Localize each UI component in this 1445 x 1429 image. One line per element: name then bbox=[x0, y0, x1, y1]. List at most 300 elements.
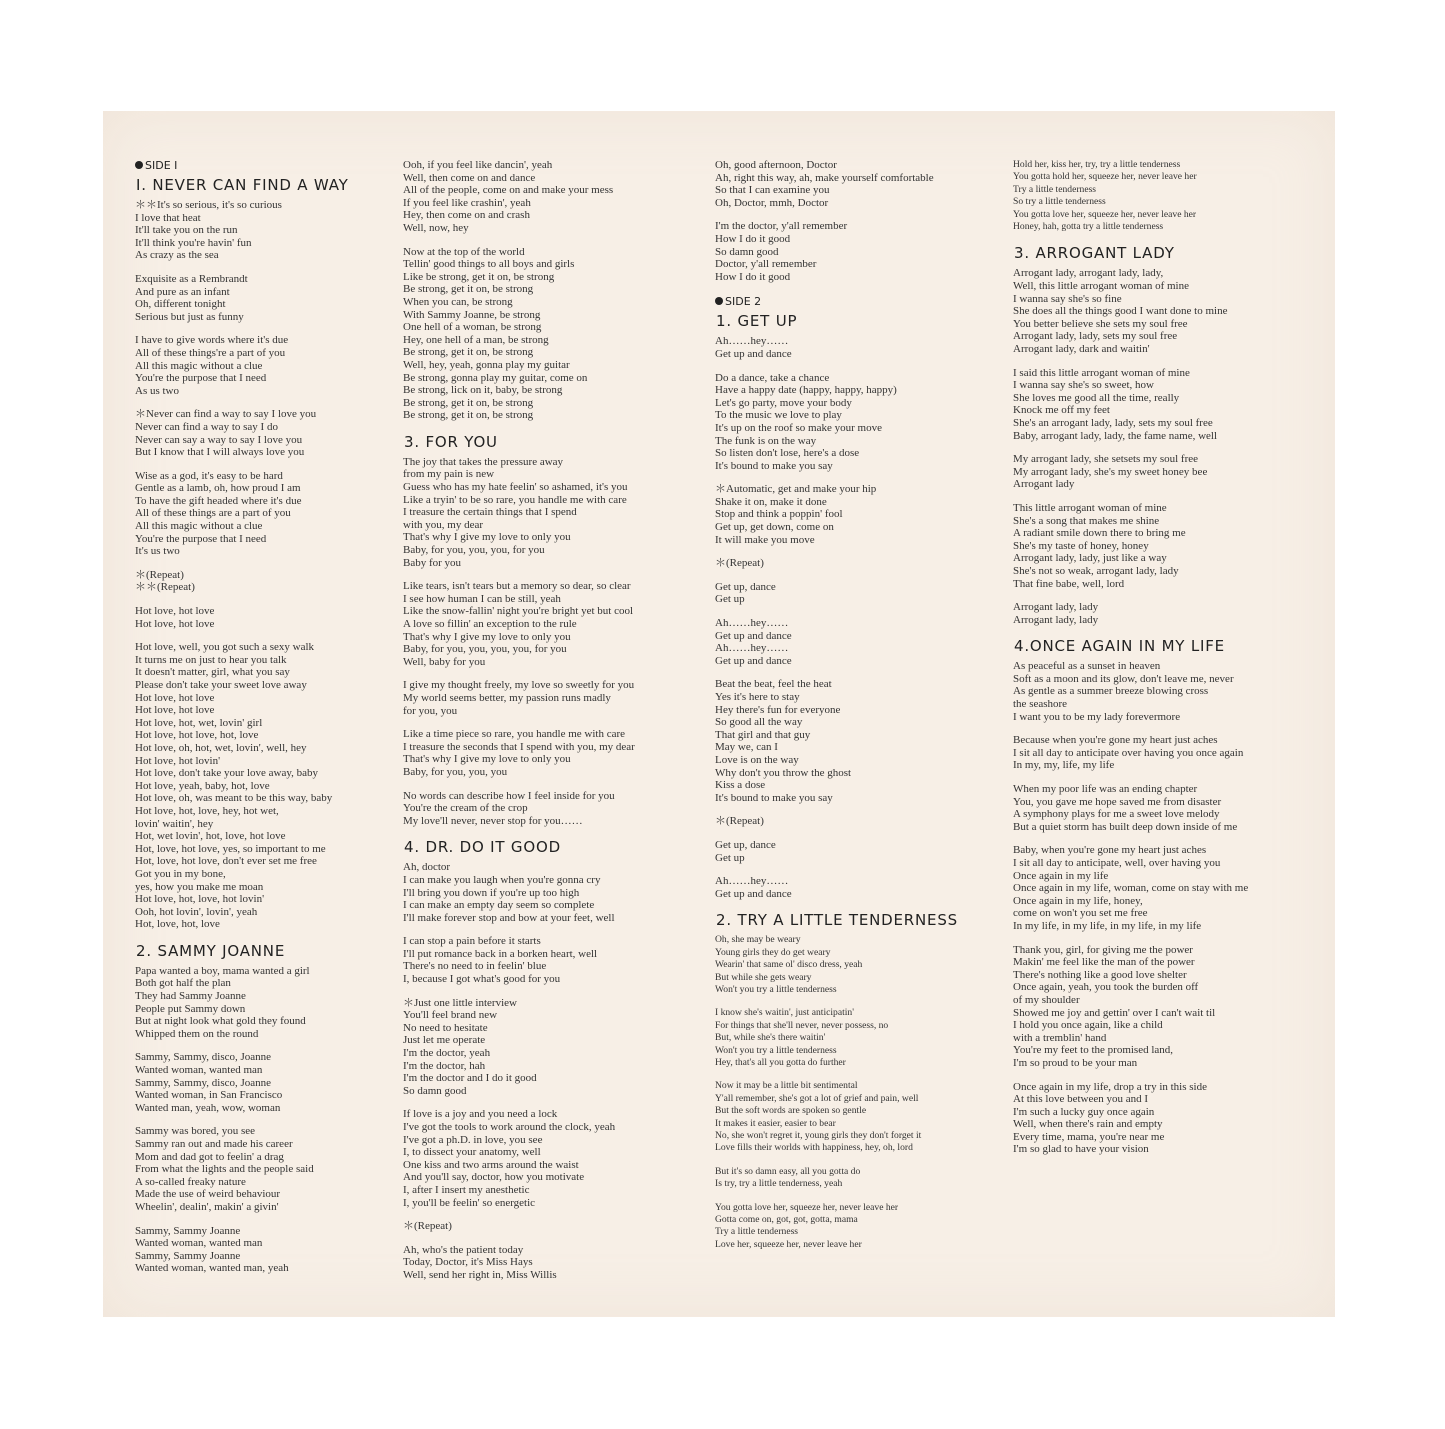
lyric-line: Sammy, Sammy Joanne bbox=[135, 1224, 241, 1237]
lyric-line: You'll feel brand new bbox=[403, 1009, 498, 1022]
lyric-line: Like be strong, get it on, be strong bbox=[403, 270, 555, 283]
lyric-stanza bbox=[1013, 783, 1323, 833]
lyric-line: with a tremblin' hand bbox=[1013, 1031, 1107, 1044]
song-block bbox=[1013, 244, 1323, 626]
lyric-line: Hot love, hot love bbox=[135, 691, 215, 704]
lyric-line: Arrogant lady, lady bbox=[1013, 613, 1099, 626]
lyric-stanza bbox=[715, 1080, 1015, 1154]
lyric-stanza bbox=[1013, 660, 1323, 723]
lyric-line: Hey there's fun for everyone bbox=[715, 703, 841, 716]
lyric-line: When my poor life was an ending chapter bbox=[1013, 783, 1198, 796]
lyric-line: It turns me on just to hear you talk bbox=[135, 653, 287, 666]
lyric-line: When you can, be strong bbox=[403, 295, 513, 308]
lyric-line: Arrogant lady, lady, just like a way bbox=[1013, 552, 1167, 565]
lyric-line: Love fills their worlds with happiness, hey, oh, lord bbox=[715, 1142, 913, 1154]
lyric-line: People put Sammy down bbox=[135, 1002, 246, 1015]
lyric-line: So damn good bbox=[715, 245, 779, 258]
lyric-line: Have a happy date (happy, happy, happy) bbox=[715, 384, 897, 397]
bullet-icon bbox=[135, 161, 143, 169]
lyric-line: come on won't you set me free bbox=[1013, 907, 1148, 920]
lyric-line: I can stop a pain before it starts bbox=[403, 935, 541, 948]
lyric-stanza bbox=[403, 861, 713, 924]
lyric-line: Like the snow-fallin' night you're bright yet but cool bbox=[403, 605, 634, 618]
lyric-line: If you feel like crashin', yeah bbox=[403, 196, 531, 209]
lyric-line: Doctor, y'all remember bbox=[715, 258, 817, 271]
lyric-line: Ah……hey…… bbox=[715, 335, 789, 348]
lyric-line: The funk is on the way bbox=[715, 434, 817, 447]
lyric-line: Showed me joy and gettin' over I can't wait til bbox=[1013, 1006, 1216, 1019]
lyric-line: Sammy, Sammy, disco, Joanne bbox=[135, 1076, 272, 1089]
lyric-line: You're the cream of the crop bbox=[403, 802, 528, 815]
song-title: 2. SAMMY JOANNE bbox=[136, 941, 286, 960]
lyric-line: I want you to be my lady forevermore bbox=[1013, 710, 1181, 723]
lyric-line: I can make you laugh when you're gonna cry bbox=[403, 873, 601, 886]
lyric-line: That fine babe, well, lord bbox=[1013, 577, 1125, 590]
lyric-line: Hot love, hot love bbox=[135, 704, 215, 717]
lyric-line: Hot, love, hot love, don't ever set me free bbox=[135, 855, 317, 868]
lyric-line: I wanna say she's so fine bbox=[1013, 292, 1122, 305]
lyric-line: You're the purpose that I need bbox=[135, 372, 267, 385]
lyric-line: I said this little arrogant woman of mine bbox=[1013, 366, 1190, 379]
lyric-line: Well, hey, yeah, gonna play my guitar bbox=[403, 358, 570, 371]
lyric-line: ＊(Repeat) bbox=[715, 815, 764, 828]
lyric-line: Wise as a god, it's easy to be hard bbox=[135, 469, 283, 482]
lyric-line: I treasure the certain things that I spend bbox=[403, 506, 577, 519]
lyric-stanza bbox=[715, 678, 1015, 804]
song-block bbox=[135, 942, 405, 1275]
lyric-line: Like a tryin' to be so rare, you handle me with care bbox=[403, 493, 627, 506]
lyric-line: Get up, dance bbox=[715, 838, 776, 851]
lyric-line: Now it may be a little bit sentimental bbox=[715, 1080, 858, 1092]
song-block bbox=[1013, 637, 1323, 1156]
lyric-line: Hey, then come on and crash bbox=[403, 209, 530, 222]
lyric-line: Why don't you throw the ghost bbox=[715, 766, 852, 779]
lyric-line: Hot love, hot love bbox=[135, 617, 215, 630]
lyric-line: And pure as an infant bbox=[135, 285, 230, 298]
lyric-line: Oh, Doctor, mmh, Doctor bbox=[715, 196, 829, 209]
lyric-line: I'm so glad to have your vision bbox=[1013, 1143, 1149, 1156]
lyric-line: ＊＊It's so serious, it's so curious bbox=[135, 199, 282, 211]
lyric-line: I, after I insert my anesthetic bbox=[403, 1183, 530, 1196]
lyric-line: Hot love, oh, was meant to be this way, baby bbox=[135, 792, 333, 805]
lyric-line: You gotta love her, squeeze her, never leave her bbox=[1013, 208, 1197, 220]
lyric-line: Baby, for you, you, you bbox=[403, 765, 508, 778]
lyric-line: Because when you're gone my heart just aches bbox=[1013, 734, 1218, 747]
lyric-line: Mom and dad got to feelin' a drag bbox=[135, 1150, 284, 1163]
lyric-line: This little arrogant woman of mine bbox=[1013, 501, 1167, 514]
lyric-line: I sit all day to anticipate, well, over having you bbox=[1013, 857, 1221, 869]
lyric-stanza bbox=[1013, 844, 1323, 932]
lyric-line: No words can describe how I feel inside for you bbox=[403, 789, 615, 802]
lyric-stanza bbox=[715, 335, 1015, 360]
lyric-line: Hot, love, hot, love bbox=[135, 918, 220, 931]
song-block bbox=[1013, 159, 1323, 233]
lyric-stanza bbox=[135, 273, 405, 323]
lyric-line: ＊(Repeat) bbox=[135, 568, 184, 581]
lyric-line: One hell of a woman, be strong bbox=[403, 321, 542, 334]
lyric-line: Get up bbox=[715, 593, 745, 606]
song-block bbox=[403, 433, 713, 827]
lyric-line: Won't you try a little tenderness bbox=[715, 1044, 837, 1056]
lyric-stanza bbox=[403, 246, 713, 422]
lyric-line: One kiss and two arms around the waist bbox=[403, 1158, 579, 1171]
lyric-stanza bbox=[403, 679, 713, 717]
lyric-line: Soft as a moon and its glow, don't leave me, never bbox=[1013, 672, 1234, 685]
lyric-stanza bbox=[403, 159, 713, 235]
lyric-line: I, because I got what's good for you bbox=[403, 973, 561, 986]
lyric-stanza bbox=[715, 839, 1015, 864]
lyric-stanza bbox=[715, 483, 1015, 546]
lyric-line: How I do it good bbox=[715, 232, 791, 245]
lyric-stanza bbox=[403, 456, 713, 569]
lyric-stanza bbox=[135, 199, 405, 262]
lyric-line: It doesn't matter, girl, what you say bbox=[135, 666, 290, 679]
lyric-line: Try a little tenderness bbox=[1013, 183, 1097, 195]
lyric-line: I'm the doctor and I do it good bbox=[403, 1072, 537, 1085]
lyric-line: Baby, for you, you, you, for you bbox=[403, 544, 545, 557]
lyric-stanza bbox=[715, 1007, 1015, 1069]
lyric-line: Like a time piece so rare, you handle me with care bbox=[403, 728, 626, 741]
lyric-line: For things that she'll never, never possess, no bbox=[715, 1019, 889, 1031]
song-title: 1. GET UP bbox=[716, 312, 798, 331]
lyric-line: Get up and dance bbox=[715, 347, 792, 360]
lyric-line: Sammy, Sammy Joanne bbox=[135, 1249, 241, 1262]
lyric-line: She's a song that makes me shine bbox=[1013, 514, 1160, 527]
lyric-line: Baby, arrogant lady, lady, the fame name, well bbox=[1013, 429, 1218, 442]
lyric-line: Please don't take your sweet love away bbox=[135, 679, 307, 691]
lyric-stanza bbox=[1013, 502, 1323, 590]
lyric-line: All this magic without a clue bbox=[135, 359, 263, 372]
lyric-line: Hot love, hot, love, hot lovin' bbox=[135, 893, 265, 906]
lyric-line: Never can say a way to say I love you bbox=[135, 433, 303, 446]
lyric-line: Be strong, get it on, be strong bbox=[403, 396, 534, 409]
lyric-line: I've got a ph.D. in love, you see bbox=[403, 1133, 543, 1146]
lyric-line: Whipped them on the round bbox=[135, 1027, 259, 1040]
lyric-stanza bbox=[1013, 1081, 1323, 1157]
lyric-line: Hot love, hot, love, hey, hot wet, bbox=[135, 804, 279, 817]
lyric-line: She does all the things good I want done to mine bbox=[1013, 305, 1228, 318]
lyric-line: And you'll say, doctor, how you motivate bbox=[403, 1171, 585, 1184]
lyric-line: Do a dance, take a chance bbox=[715, 371, 830, 384]
lyric-line: Get up and dance bbox=[715, 654, 792, 667]
lyric-line: Hey, one hell of a man, be strong bbox=[403, 333, 549, 346]
lyric-line: I, you'll be feelin' so energetic bbox=[403, 1196, 536, 1209]
lyric-line: Like tears, isn't tears but a memory so dear, so clear bbox=[403, 580, 631, 593]
song-title: 3. FOR YOU bbox=[404, 432, 498, 451]
lyric-line: She loves me good all the time, really bbox=[1013, 391, 1180, 404]
lyric-line: She's an arrogant lady, lady, sets my soul free bbox=[1013, 416, 1213, 429]
lyric-line: Hot, wet lovin', hot, love, hot love bbox=[135, 830, 286, 843]
lyric-stanza bbox=[135, 1225, 405, 1275]
lyric-line: Guess who has my hate feelin' so ashamed, it's you bbox=[403, 481, 628, 494]
song-block bbox=[135, 159, 405, 931]
lyric-line: A so-called freaky nature bbox=[135, 1175, 246, 1188]
lyric-sheet bbox=[103, 111, 1335, 1317]
lyric-line: Let's go party, move your body bbox=[715, 396, 852, 409]
lyric-line: Never can find a way to say I do bbox=[135, 420, 278, 433]
lyric-line: Once again in my life, woman, come on stay with me bbox=[1013, 882, 1249, 895]
lyric-stanza bbox=[715, 220, 1015, 283]
lyric-line: Arrogant lady, arrogant lady, lady, bbox=[1013, 267, 1164, 280]
lyric-line: Well, send her right in, Miss Willis bbox=[403, 1268, 557, 1281]
lyric-line: yes, how you make me moan bbox=[135, 880, 264, 893]
lyric-stanza bbox=[135, 408, 405, 458]
lyric-line: So damn good bbox=[403, 1084, 467, 1097]
lyric-line: ＊Automatic, get and make your hip bbox=[715, 483, 877, 496]
lyric-stanza bbox=[715, 617, 1015, 667]
lyric-line: It'll think you're havin' fun bbox=[135, 236, 252, 249]
lyric-line: ＊(Repeat) bbox=[403, 1220, 452, 1233]
lyric-line: with you, my dear bbox=[403, 518, 484, 531]
lyric-line: At this love between you and I bbox=[1013, 1093, 1149, 1106]
lyric-line: Hold her, kiss her, try, try a little tenderness bbox=[1013, 159, 1181, 170]
lyric-line: To the music we love to play bbox=[715, 409, 842, 422]
lyric-line: I've got the tools to work around the clock, yeah bbox=[403, 1121, 616, 1133]
lyric-line: A radiant smile down there to bring me bbox=[1013, 527, 1186, 540]
lyric-line: Arrogant lady bbox=[1013, 478, 1075, 491]
lyric-line: My world seems better, my passion runs madly bbox=[403, 691, 611, 704]
lyric-line: But while she gets weary bbox=[715, 971, 812, 983]
lyric-line: All of these things are a part of you bbox=[135, 507, 291, 520]
lyric-line: Wanted woman, wanted man, yeah bbox=[135, 1262, 289, 1275]
lyric-line: Kiss a dose bbox=[715, 779, 766, 792]
lyric-line: Wanted man, yeah, wow, woman bbox=[135, 1101, 281, 1114]
lyric-line: Hot, love, hot love, yes, so important to me bbox=[135, 842, 326, 855]
lyric-line: The joy that takes the pressure away bbox=[403, 455, 564, 468]
lyric-line: Now at the top of the world bbox=[403, 245, 525, 258]
lyric-line: I'll put romance back in a borken heart, well bbox=[403, 947, 598, 960]
lyric-line: My love'll never, never stop for you…… bbox=[403, 814, 583, 827]
lyric-line: Ah, who's the patient today bbox=[403, 1243, 524, 1256]
lyric-line: As crazy as the sea bbox=[135, 249, 219, 262]
song-title: 4. DR. DO IT GOOD bbox=[404, 838, 561, 857]
lyric-line: Knock me off my feet bbox=[1013, 404, 1110, 417]
lyric-line: No, she won't regret it, young girls they don't forget it bbox=[715, 1130, 922, 1141]
lyric-line: All of the people, come on and make your mess bbox=[403, 184, 614, 197]
lyric-line: I give my thought freely, my love so sweetly for you bbox=[403, 679, 635, 692]
lyric-line: Sammy, Sammy, disco, Joanne bbox=[135, 1051, 272, 1064]
lyric-stanza bbox=[1013, 267, 1323, 355]
lyric-line: I see how human I can be still, yeah bbox=[403, 592, 561, 605]
song-block bbox=[715, 911, 1015, 1251]
lyric-line: Ooh, if you feel like dancin', yeah bbox=[403, 159, 553, 171]
lyric-line: As gentle as a summer breeze blowing cross bbox=[1013, 685, 1209, 698]
song-title: 4.ONCE AGAIN IN MY LIFE bbox=[1014, 637, 1225, 656]
lyric-line: As us two bbox=[135, 384, 180, 397]
lyric-line: ＊Just one little interview bbox=[403, 996, 517, 1009]
lyric-line: I wanna say she's so sweet, how bbox=[1013, 379, 1154, 392]
lyric-line: All of these things're a part of you bbox=[135, 346, 286, 359]
lyric-line: I'm the doctor, yeah bbox=[403, 1047, 491, 1060]
lyric-line: Ah……hey…… bbox=[715, 875, 789, 888]
lyric-stanza bbox=[403, 1220, 713, 1233]
lyric-line: Tellin' good things to all boys and girls bbox=[403, 258, 575, 271]
song-title: I. NEVER CAN FIND A WAY bbox=[136, 176, 349, 194]
lyric-line: Wanted woman, in San Francisco bbox=[135, 1089, 283, 1102]
lyric-stanza bbox=[403, 790, 713, 828]
lyric-line: Love her, squeeze her, never leave her bbox=[715, 1238, 862, 1250]
lyric-line: ＊(Repeat) bbox=[715, 557, 764, 570]
lyric-line: Wanted woman, wanted man bbox=[135, 1064, 263, 1077]
lyric-stanza bbox=[715, 581, 1015, 606]
lyric-line: Arrogant lady, lady, sets my soul free bbox=[1013, 330, 1178, 343]
side-label bbox=[715, 295, 1015, 309]
lyric-line: Hot love, don't take your love away, baby bbox=[135, 767, 319, 780]
lyric-line: You're my feet to the promised land, bbox=[1013, 1044, 1174, 1057]
lyric-line: A symphony plays for me a sweet love melody bbox=[1013, 808, 1220, 821]
lyric-line: It's bound to make you say bbox=[715, 459, 833, 472]
lyric-line: Get up, dance bbox=[715, 580, 776, 593]
lyric-line: Both got half the plan bbox=[135, 977, 231, 990]
lyric-line: Oh, different tonight bbox=[135, 298, 226, 311]
lyric-stanza bbox=[135, 641, 405, 931]
lyric-line: Is try, try a little tenderness, yeah bbox=[715, 1178, 843, 1190]
lyric-line: But the soft words are spoken so gentle bbox=[715, 1105, 867, 1117]
lyric-line: Got you in my bone, bbox=[135, 867, 226, 880]
lyric-line: Well, baby for you bbox=[403, 655, 486, 668]
lyric-line: Today, Doctor, it's Miss Hays bbox=[403, 1256, 533, 1269]
lyric-line: ＊＊(Repeat) bbox=[135, 581, 195, 594]
lyric-line: Well, this little arrogant woman of mine bbox=[1013, 280, 1189, 293]
song-block bbox=[715, 295, 1015, 900]
lyric-line: It's us two bbox=[135, 545, 180, 558]
song-block bbox=[715, 159, 1015, 283]
lyric-line: Ooh, hot lovin', lovin', yeah bbox=[135, 905, 258, 918]
lyric-line: Wheelin', dealin', makin' a givin' bbox=[135, 1200, 279, 1213]
lyric-line: Hot love, hot lovin' bbox=[135, 754, 221, 767]
lyric-stanza bbox=[403, 1244, 713, 1282]
lyric-line: Once again in my life, honey, bbox=[1013, 894, 1143, 907]
lyric-line: Every time, mama, you're near me bbox=[1013, 1130, 1165, 1143]
lyric-line: Wearin' that same ol' disco dress, yeah bbox=[715, 959, 863, 971]
lyric-line: Ah, right this way, ah, make yourself comfortable bbox=[715, 171, 934, 184]
lyric-line: Honey, hah, gotta try a little tenderness bbox=[1013, 221, 1164, 233]
lyric-stanza bbox=[1013, 159, 1323, 233]
lyric-stanza bbox=[1013, 367, 1323, 443]
lyric-line: Get up and dance bbox=[715, 629, 792, 642]
lyric-line: Ah, doctor bbox=[403, 861, 451, 874]
lyric-stanza bbox=[135, 1125, 405, 1213]
lyric-stanza bbox=[135, 334, 405, 397]
lyric-line: If love is a joy and you need a lock bbox=[403, 1108, 558, 1121]
lyric-line: Be strong, gonna play my guitar, come on bbox=[403, 371, 588, 384]
lyric-stanza bbox=[715, 1166, 1015, 1191]
lyric-stanza bbox=[135, 605, 405, 630]
lyric-stanza bbox=[715, 159, 1015, 209]
song-title: 3. ARROGANT LADY bbox=[1014, 244, 1175, 263]
lyric-line: Oh, good afternoon, Doctor bbox=[715, 159, 837, 171]
lyric-line: But it's so damn easy, all you gotta do bbox=[715, 1165, 861, 1177]
lyric-line: That girl and that guy bbox=[715, 728, 811, 741]
lyric-line: A love so fillin' an exception to the rule bbox=[403, 618, 577, 630]
lyric-line: Get up bbox=[715, 851, 745, 864]
lyric-line: It makes it easier, easier to bear bbox=[715, 1117, 836, 1129]
lyric-line: Papa wanted a boy, mama wanted a girl bbox=[135, 964, 310, 977]
lyric-stanza bbox=[403, 580, 713, 668]
lyric-line: I'm so proud to be your man bbox=[1013, 1056, 1138, 1069]
lyric-line: Just let me operate bbox=[403, 1034, 486, 1047]
lyric-line: Wanted woman, wanted man bbox=[135, 1237, 263, 1250]
lyric-line: Well, then come on and dance bbox=[403, 171, 536, 184]
lyrics-column-2 bbox=[403, 159, 713, 1293]
lyric-stanza bbox=[135, 470, 405, 558]
lyric-line: I hold you once again, like a child bbox=[1013, 1019, 1163, 1032]
lyric-line: lovin' waitin', hey bbox=[135, 817, 214, 830]
lyric-line: You better believe she sets my soul free bbox=[1013, 317, 1188, 330]
lyric-line: She's not so weak, arrogant lady, lady bbox=[1013, 564, 1179, 577]
lyric-line: But I know that I will always love you bbox=[135, 446, 305, 459]
lyric-stanza bbox=[715, 875, 1015, 900]
bullet-icon bbox=[715, 297, 723, 305]
lyric-line: Won't you try a little tenderness bbox=[715, 983, 837, 995]
lyric-line: Baby, for you, you, you, you, for you bbox=[403, 643, 567, 656]
lyric-line: In my, my, life, my life bbox=[1013, 759, 1115, 772]
lyric-line: Y'all remember, she's got a lot of grief and pain, well bbox=[715, 1092, 919, 1104]
lyric-stanza bbox=[715, 934, 1015, 996]
lyric-line: Baby for you bbox=[403, 556, 462, 569]
lyric-stanza bbox=[1013, 601, 1323, 626]
lyric-line: That's why I give my love to only you bbox=[403, 531, 571, 544]
lyric-line: Hot love, oh, hot, wet, lovin', well, hey bbox=[135, 741, 307, 754]
lyric-line: Baby, when you're gone my heart just aches bbox=[1013, 844, 1207, 857]
lyric-line: It'll take you on the run bbox=[135, 224, 238, 237]
side-label-text: SIDE I bbox=[145, 159, 178, 172]
lyric-line: I, to dissect your anatomy, well bbox=[403, 1146, 541, 1159]
lyric-line: Well, now, hey bbox=[403, 221, 469, 234]
lyric-line: You gotta hold her, squeeze her, never leave her bbox=[1013, 171, 1197, 183]
lyric-line: I'll make forever stop and bow at your feet, well bbox=[403, 911, 615, 924]
lyric-line: Ah……hey…… bbox=[715, 642, 789, 655]
lyric-line: Sammy ran out and made his career bbox=[135, 1138, 293, 1150]
lyric-line: Try a little tenderness bbox=[715, 1226, 799, 1238]
lyric-line: Hot love, yeah, baby, hot, love bbox=[135, 779, 270, 792]
lyric-line: I'll bring you down if you're up too high bbox=[403, 886, 580, 899]
lyric-line: In my life, in my life, in my life, in my life bbox=[1013, 919, 1202, 932]
lyric-line: of my shoulder bbox=[1013, 993, 1080, 1006]
lyric-line: Well, when there's rain and empty bbox=[1013, 1118, 1163, 1131]
side-label-text: SIDE 2 bbox=[725, 295, 762, 309]
lyric-stanza bbox=[403, 728, 713, 778]
lyric-line: Once again, yeah, you took the burden off bbox=[1013, 981, 1199, 994]
lyric-line: Hot love, hot, wet, lovin' girl bbox=[135, 716, 263, 729]
lyric-line: No need to hesitate bbox=[403, 1021, 488, 1034]
lyric-line: But a quiet storm has built deep down inside of me bbox=[1013, 820, 1238, 833]
lyric-stanza bbox=[135, 965, 405, 1041]
lyric-line: Love is on the way bbox=[715, 753, 799, 766]
lyric-line: So that I can examine you bbox=[715, 184, 830, 197]
lyric-line: You're the purpose that I need bbox=[135, 532, 267, 545]
lyric-line: There's no need to in feelin' blue bbox=[403, 960, 547, 973]
lyric-line: Arrogant lady, dark and waitin' bbox=[1013, 343, 1150, 355]
lyric-line: I'm the doctor, hah bbox=[403, 1059, 486, 1072]
song-block bbox=[403, 159, 713, 422]
lyric-line: Be strong, get it on, be strong bbox=[403, 346, 534, 359]
lyric-line: You, you gave me hope saved me from disaster bbox=[1013, 795, 1222, 808]
lyric-line: Exquisite as a Rembrandt bbox=[135, 272, 248, 285]
lyric-stanza bbox=[715, 372, 1015, 473]
lyric-stanza bbox=[403, 935, 713, 985]
lyric-line: You gotta love her, squeeze her, never leave her bbox=[715, 1201, 899, 1213]
lyric-line: My arrogant lady, she setsets my soul free bbox=[1013, 453, 1199, 466]
lyric-stanza bbox=[715, 815, 1015, 828]
lyric-line: Be strong, lick on it, baby, be strong bbox=[403, 384, 563, 397]
lyric-line: I have to give words where it's due bbox=[135, 334, 289, 347]
lyric-line: Once again in my life, drop a try in this side bbox=[1013, 1080, 1207, 1093]
lyric-line: Be strong, get it on, be strong bbox=[403, 409, 534, 422]
side-label bbox=[135, 159, 405, 173]
song-block bbox=[403, 838, 713, 1281]
lyric-stanza bbox=[1013, 734, 1323, 772]
